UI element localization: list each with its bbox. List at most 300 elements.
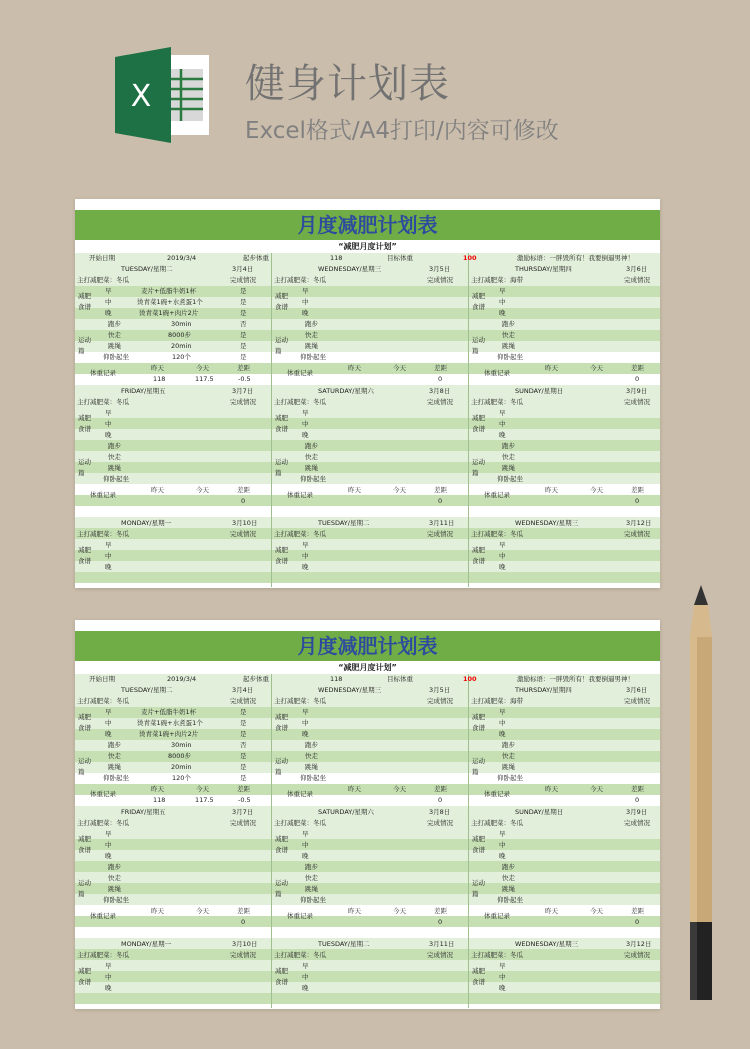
exercise-label: 运动 [472, 879, 485, 887]
breakfast-label: 早 [302, 287, 309, 295]
diff-value: 0 [635, 918, 640, 926]
diet-label: 减肥 [275, 835, 288, 843]
yesterday-label: 昨天 [348, 486, 361, 494]
run-value: 30min [171, 741, 192, 749]
rope-label: 跳绳 [108, 885, 121, 893]
motto-text: 激励标语：一胖毁所有！我要倒逼男神！ [517, 675, 634, 683]
spreadsheet-preview-1 [75, 199, 660, 588]
today-value: 117.5 [195, 375, 214, 383]
run-label: 跑步 [502, 741, 515, 749]
diet-label-2: 食谱 [472, 557, 485, 565]
walk-label: 快走 [502, 752, 515, 760]
yesterday-label: 昨天 [151, 785, 164, 793]
lunch-label: 中 [302, 973, 309, 981]
spreadsheet-preview-2 [75, 620, 660, 1009]
dinner-label: 晚 [499, 431, 506, 439]
main-dish-label: 主打减肥菜：冬瓜 [77, 951, 129, 959]
diet-label-2: 食谱 [78, 724, 91, 732]
start-date-label: 开始日期 [89, 254, 115, 262]
run-check: 否 [240, 741, 247, 749]
main-dish-label: 主打减肥菜：冬瓜 [274, 276, 326, 284]
situp-label: 仰卧起坐 [497, 475, 523, 483]
diff-value: 0 [438, 497, 443, 505]
walk-label: 快走 [502, 453, 515, 461]
diet-label: 减肥 [472, 835, 485, 843]
main-dish-label: 主打减肥菜：冬瓜 [77, 398, 129, 406]
complete-label: 完成情况 [624, 819, 650, 827]
start-weight-value: 118 [330, 675, 343, 683]
yesterday-label: 昨天 [151, 486, 164, 494]
day-date: 3月7日 [232, 808, 254, 816]
lunch-label: 中 [105, 552, 112, 560]
day-date: 3月11日 [429, 940, 455, 948]
run-label: 跑步 [108, 320, 121, 328]
pencil-illustration [688, 585, 714, 1005]
sheet-title: 月度减肥计划表 [75, 210, 660, 240]
day-date: 3月5日 [429, 686, 451, 694]
diet-label-2: 食谱 [472, 978, 485, 986]
main-dish-label: 主打减肥菜：冬瓜 [274, 530, 326, 538]
day-date: 3月10日 [232, 940, 258, 948]
diff-label: 差距 [434, 364, 447, 372]
exercise-label: 运动 [78, 336, 91, 344]
main-dish-label: 主打减肥菜：冬瓜 [471, 951, 523, 959]
diet-label: 减肥 [275, 546, 288, 554]
diff-value: 0 [635, 375, 640, 383]
situp-label: 仰卧起坐 [497, 353, 523, 361]
lunch-label: 中 [302, 552, 309, 560]
yesterday-label: 昨天 [348, 785, 361, 793]
dinner-label: 晚 [302, 984, 309, 992]
run-check: 否 [240, 320, 247, 328]
day-date: 3月6日 [626, 686, 648, 694]
day-name: WEDNESDAY/星期三 [515, 940, 579, 948]
exercise-label: 运动 [275, 757, 288, 765]
run-label: 跑步 [305, 741, 318, 749]
walk-label: 快走 [305, 874, 318, 882]
breakfast-label: 早 [105, 541, 112, 549]
walk-label: 快走 [502, 331, 515, 339]
lunch-label: 中 [499, 420, 506, 428]
main-dish-label: 主打减肥菜：冬瓜 [471, 398, 523, 406]
day-date: 3月4日 [232, 686, 254, 694]
dinner-check: 是 [240, 309, 247, 317]
motto-text: 激励标语：一胖毁所有！我要倒逼男神！ [517, 254, 634, 262]
sheet-title: 月度减肥计划表 [75, 631, 660, 661]
run-label: 跑步 [305, 442, 318, 450]
walk-label: 快走 [305, 331, 318, 339]
main-dish-label: 主打减肥菜：冬瓜 [274, 398, 326, 406]
diet-label: 减肥 [78, 546, 91, 554]
dinner-label: 晚 [105, 309, 112, 317]
breakfast-label: 早 [302, 962, 309, 970]
diet-label: 减肥 [472, 414, 485, 422]
breakfast-plan: 麦片+低脂牛奶1杯 [141, 708, 197, 716]
lunch-label: 中 [499, 841, 506, 849]
diet-label-2: 食谱 [78, 303, 91, 311]
diet-label: 减肥 [275, 967, 288, 975]
yesterday-label: 昨天 [348, 364, 361, 372]
diet-label-2: 食谱 [78, 557, 91, 565]
complete-label: 完成情况 [624, 951, 650, 959]
breakfast-label: 早 [499, 830, 506, 838]
today-label: 今天 [590, 907, 603, 915]
sheet-subtitle: “减肥月度计划” [75, 240, 660, 253]
diff-value: 0 [438, 375, 443, 383]
diet-label: 减肥 [275, 414, 288, 422]
diet-label: 减肥 [275, 713, 288, 721]
exercise-label: 运动 [472, 336, 485, 344]
situp-label: 仰卧起坐 [300, 896, 326, 904]
diet-label-2: 食谱 [78, 978, 91, 986]
dinner-label: 晚 [105, 852, 112, 860]
day-date: 3月10日 [232, 519, 258, 527]
start-date-value: 2019/3/4 [167, 675, 197, 683]
rope-label: 跳绳 [305, 885, 318, 893]
day-date: 3月6日 [626, 265, 648, 273]
main-dish-label: 主打减肥菜：冬瓜 [77, 819, 129, 827]
start-weight-label: 起步体重 [243, 675, 269, 683]
diet-label: 减肥 [78, 292, 91, 300]
walk-value: 8000步 [168, 331, 192, 339]
page-title: 健身计划表 [245, 61, 450, 107]
day-name: MONDAY/星期一 [121, 519, 172, 527]
rope-check: 是 [240, 342, 247, 350]
lunch-label: 中 [105, 420, 112, 428]
diet-label: 减肥 [472, 546, 485, 554]
run-label: 跑步 [502, 442, 515, 450]
day-name: WEDNESDAY/星期三 [318, 686, 382, 694]
run-label: 跑步 [305, 320, 318, 328]
diff-value: 0 [635, 796, 640, 804]
lunch-plan: 烫青菜1碗+水煮蛋1个 [137, 719, 203, 727]
situp-label: 仰卧起坐 [300, 475, 326, 483]
complete-label: 完成情况 [230, 697, 256, 705]
diff-label: 差距 [434, 907, 447, 915]
weight-record-label: 体重记录 [90, 912, 116, 920]
diet-label-2: 食谱 [275, 724, 288, 732]
diff-label: 差距 [237, 486, 250, 494]
day-name: TUESDAY/星期二 [318, 940, 370, 948]
diet-label-2: 食谱 [275, 425, 288, 433]
dinner-label: 晚 [105, 431, 112, 439]
day-date: 3月8日 [429, 387, 451, 395]
breakfast-label: 早 [105, 287, 112, 295]
exercise-label: 运动 [472, 757, 485, 765]
exercise-label: 运动 [472, 458, 485, 466]
today-label: 今天 [393, 907, 406, 915]
rope-label: 跳绳 [502, 885, 515, 893]
diet-label-2: 食谱 [472, 303, 485, 311]
complete-label: 完成情况 [230, 276, 256, 284]
main-dish-label: 主打减肥菜：冬瓜 [77, 530, 129, 538]
diff-value: 0 [241, 918, 246, 926]
lunch-label: 中 [499, 719, 506, 727]
situp-label: 仰卧起坐 [300, 774, 326, 782]
lunch-check: 是 [240, 298, 247, 306]
dinner-label: 晚 [105, 730, 112, 738]
today-label: 今天 [393, 785, 406, 793]
yesterday-label: 昨天 [151, 364, 164, 372]
breakfast-label: 早 [105, 830, 112, 838]
lunch-check: 是 [240, 719, 247, 727]
lunch-label: 中 [105, 298, 112, 306]
dinner-label: 晚 [499, 563, 506, 571]
diet-label: 减肥 [78, 414, 91, 422]
situp-label: 仰卧起坐 [103, 353, 129, 361]
diet-label-2: 食谱 [275, 303, 288, 311]
rope-value: 20min [171, 342, 192, 350]
main-dish-label: 主打减肥菜：冬瓜 [77, 697, 129, 705]
situp-label: 仰卧起坐 [103, 475, 129, 483]
complete-label: 完成情况 [624, 398, 650, 406]
walk-value: 8000步 [168, 752, 192, 760]
yesterday-label: 昨天 [348, 907, 361, 915]
walk-label: 快走 [305, 453, 318, 461]
breakfast-label: 早 [105, 409, 112, 417]
rope-label: 跳绳 [108, 464, 121, 472]
diet-label: 减肥 [472, 292, 485, 300]
rope-label: 跳绳 [502, 763, 515, 771]
start-weight-value: 118 [330, 254, 343, 262]
today-label: 今天 [196, 364, 209, 372]
dinner-label: 晚 [302, 309, 309, 317]
dinner-label: 晚 [499, 730, 506, 738]
diff-value: 0 [241, 497, 246, 505]
diff-label: 差距 [631, 907, 644, 915]
diff-value: 0 [438, 796, 443, 804]
run-label: 跑步 [502, 320, 515, 328]
today-label: 今天 [196, 486, 209, 494]
yesterday-label: 昨天 [545, 907, 558, 915]
excel-icon [115, 47, 212, 143]
dinner-label: 晚 [499, 984, 506, 992]
day-name: SUNDAY/星期日 [515, 808, 564, 816]
run-label: 跑步 [502, 863, 515, 871]
complete-label: 完成情况 [427, 951, 453, 959]
diff-label: 差距 [631, 364, 644, 372]
weight-record-label: 体重记录 [90, 491, 116, 499]
weight-record-label: 体重记录 [484, 912, 510, 920]
situp-check: 是 [240, 774, 247, 782]
complete-label: 完成情况 [427, 276, 453, 284]
day-date: 3月9日 [626, 808, 648, 816]
exercise-label: 运动 [78, 757, 91, 765]
lunch-label: 中 [302, 298, 309, 306]
today-label: 今天 [393, 486, 406, 494]
day-date: 3月9日 [626, 387, 648, 395]
diff-label: 差距 [434, 486, 447, 494]
main-dish-label: 主打减肥菜：冬瓜 [471, 819, 523, 827]
start-date-label: 开始日期 [89, 675, 115, 683]
weight-record-label: 体重记录 [484, 491, 510, 499]
walk-label: 快走 [305, 752, 318, 760]
weight-record-label: 体重记录 [90, 790, 116, 798]
diet-label: 减肥 [78, 835, 91, 843]
complete-label: 完成情况 [230, 398, 256, 406]
rope-label: 跳绳 [305, 342, 318, 350]
yesterday-label: 昨天 [545, 364, 558, 372]
complete-label: 完成情况 [427, 697, 453, 705]
target-weight-value: 100 [463, 254, 477, 262]
situp-label: 仰卧起坐 [103, 774, 129, 782]
exercise-label-2: 篇 [275, 469, 282, 477]
run-label: 跑步 [108, 741, 121, 749]
rope-check: 是 [240, 763, 247, 771]
yesterday-label: 昨天 [545, 785, 558, 793]
rope-label: 跳绳 [305, 763, 318, 771]
diet-label: 减肥 [275, 292, 288, 300]
dinner-plan: 烫青菜1碗+肉片2片 [139, 730, 199, 738]
situp-value: 120个 [172, 353, 191, 361]
weight-record-label: 体重记录 [484, 790, 510, 798]
day-date: 3月5日 [429, 265, 451, 273]
rope-value: 20min [171, 763, 192, 771]
breakfast-check: 是 [240, 287, 247, 295]
day-date: 3月7日 [232, 387, 254, 395]
yesterday-label: 昨天 [151, 907, 164, 915]
day-name: THURSDAY/星期四 [515, 686, 572, 694]
lunch-label: 中 [105, 719, 112, 727]
main-dish-label: 主打减肥菜：海带 [471, 697, 523, 705]
sheet-grid [75, 253, 660, 588]
breakfast-plan: 麦片+低脂牛奶1杯 [141, 287, 197, 295]
dinner-label: 晚 [302, 730, 309, 738]
breakfast-label: 早 [499, 962, 506, 970]
walk-label: 快走 [108, 874, 121, 882]
lunch-label: 中 [499, 552, 506, 560]
diff-label: 差距 [237, 364, 250, 372]
breakfast-check: 是 [240, 708, 247, 716]
breakfast-label: 早 [499, 287, 506, 295]
today-label: 今天 [196, 907, 209, 915]
day-date: 3月12日 [626, 940, 652, 948]
situp-label: 仰卧起坐 [300, 353, 326, 361]
start-date-value: 2019/3/4 [167, 254, 197, 262]
diff-label: 差距 [237, 785, 250, 793]
dinner-label: 晚 [302, 852, 309, 860]
walk-check: 是 [240, 331, 247, 339]
breakfast-label: 早 [499, 541, 506, 549]
diff-label: 差距 [434, 785, 447, 793]
main-dish-label: 主打减肥菜：冬瓜 [77, 276, 129, 284]
target-weight-label: 目标体重 [387, 254, 413, 262]
day-name: SATURDAY/星期六 [318, 387, 374, 395]
page-subtitle: Excel格式/A4打印/内容可修改 [245, 118, 559, 144]
today-label: 今天 [590, 364, 603, 372]
complete-label: 完成情况 [624, 276, 650, 284]
walk-label: 快走 [108, 453, 121, 461]
walk-label: 快走 [108, 752, 121, 760]
main-dish-label: 主打减肥菜：冬瓜 [274, 951, 326, 959]
diet-label-2: 食谱 [275, 846, 288, 854]
exercise-label: 运动 [275, 879, 288, 887]
day-name: TUESDAY/星期二 [121, 686, 173, 694]
start-weight-label: 起步体重 [243, 254, 269, 262]
diff-value: -0.5 [238, 796, 251, 804]
diet-label: 减肥 [78, 967, 91, 975]
yesterday-value: 118 [153, 796, 166, 804]
weight-record-label: 体重记录 [484, 369, 510, 377]
breakfast-label: 早 [499, 708, 506, 716]
breakfast-label: 早 [105, 962, 112, 970]
walk-label: 快走 [502, 874, 515, 882]
exercise-label: 运动 [275, 336, 288, 344]
day-name: FRIDAY/星期五 [121, 387, 166, 395]
weight-record-label: 体重记录 [287, 912, 313, 920]
day-name: TUESDAY/星期二 [121, 265, 173, 273]
breakfast-label: 早 [302, 830, 309, 838]
svg-text:X: X [130, 79, 152, 114]
run-value: 30min [171, 320, 192, 328]
main-dish-label: 主打减肥菜：冬瓜 [471, 530, 523, 538]
exercise-label-2: 篇 [275, 347, 282, 355]
sheet-subtitle: “减肥月度计划” [75, 661, 660, 674]
day-name: SUNDAY/星期日 [515, 387, 564, 395]
weight-record-label: 体重记录 [287, 790, 313, 798]
exercise-label-2: 篇 [472, 768, 479, 776]
complete-label: 完成情况 [230, 819, 256, 827]
complete-label: 完成情况 [230, 951, 256, 959]
target-weight-label: 目标体重 [387, 675, 413, 683]
situp-label: 仰卧起坐 [497, 774, 523, 782]
day-name: WEDNESDAY/星期三 [318, 265, 382, 273]
weight-record-label: 体重记录 [287, 491, 313, 499]
diff-value: 0 [635, 497, 640, 505]
situp-label: 仰卧起坐 [497, 896, 523, 904]
target-weight-value: 100 [463, 675, 477, 683]
breakfast-label: 早 [499, 409, 506, 417]
breakfast-label: 早 [302, 708, 309, 716]
lunch-label: 中 [499, 973, 506, 981]
day-name: THURSDAY/星期四 [515, 265, 572, 273]
exercise-label-2: 篇 [472, 347, 479, 355]
dinner-label: 晚 [105, 984, 112, 992]
complete-label: 完成情况 [427, 398, 453, 406]
day-name: TUESDAY/星期二 [318, 519, 370, 527]
diff-label: 差距 [237, 907, 250, 915]
exercise-label-2: 篇 [78, 890, 85, 898]
dinner-label: 晚 [499, 852, 506, 860]
complete-label: 完成情况 [427, 819, 453, 827]
diet-label-2: 食谱 [78, 425, 91, 433]
day-name: WEDNESDAY/星期三 [515, 519, 579, 527]
diet-label-2: 食谱 [78, 846, 91, 854]
yesterday-label: 昨天 [545, 486, 558, 494]
diet-label: 减肥 [78, 713, 91, 721]
exercise-label-2: 篇 [275, 768, 282, 776]
main-dish-label: 主打减肥菜：海带 [471, 276, 523, 284]
day-date: 3月4日 [232, 265, 254, 273]
situp-label: 仰卧起坐 [103, 896, 129, 904]
day-name: MONDAY/星期一 [121, 940, 172, 948]
today-label: 今天 [590, 785, 603, 793]
today-label: 今天 [393, 364, 406, 372]
lunch-plan: 烫青菜1碗+水煮蛋1个 [137, 298, 203, 306]
diff-label: 差距 [631, 486, 644, 494]
weight-record-label: 体重记录 [90, 369, 116, 377]
today-label: 今天 [590, 486, 603, 494]
diet-label-2: 食谱 [275, 557, 288, 565]
complete-label: 完成情况 [624, 697, 650, 705]
day-date: 3月8日 [429, 808, 451, 816]
diet-label-2: 食谱 [472, 724, 485, 732]
diff-value: 0 [438, 918, 443, 926]
sheet-grid [75, 674, 660, 1009]
main-dish-label: 主打减肥菜：冬瓜 [274, 819, 326, 827]
lunch-label: 中 [302, 719, 309, 727]
dinner-label: 晚 [499, 309, 506, 317]
